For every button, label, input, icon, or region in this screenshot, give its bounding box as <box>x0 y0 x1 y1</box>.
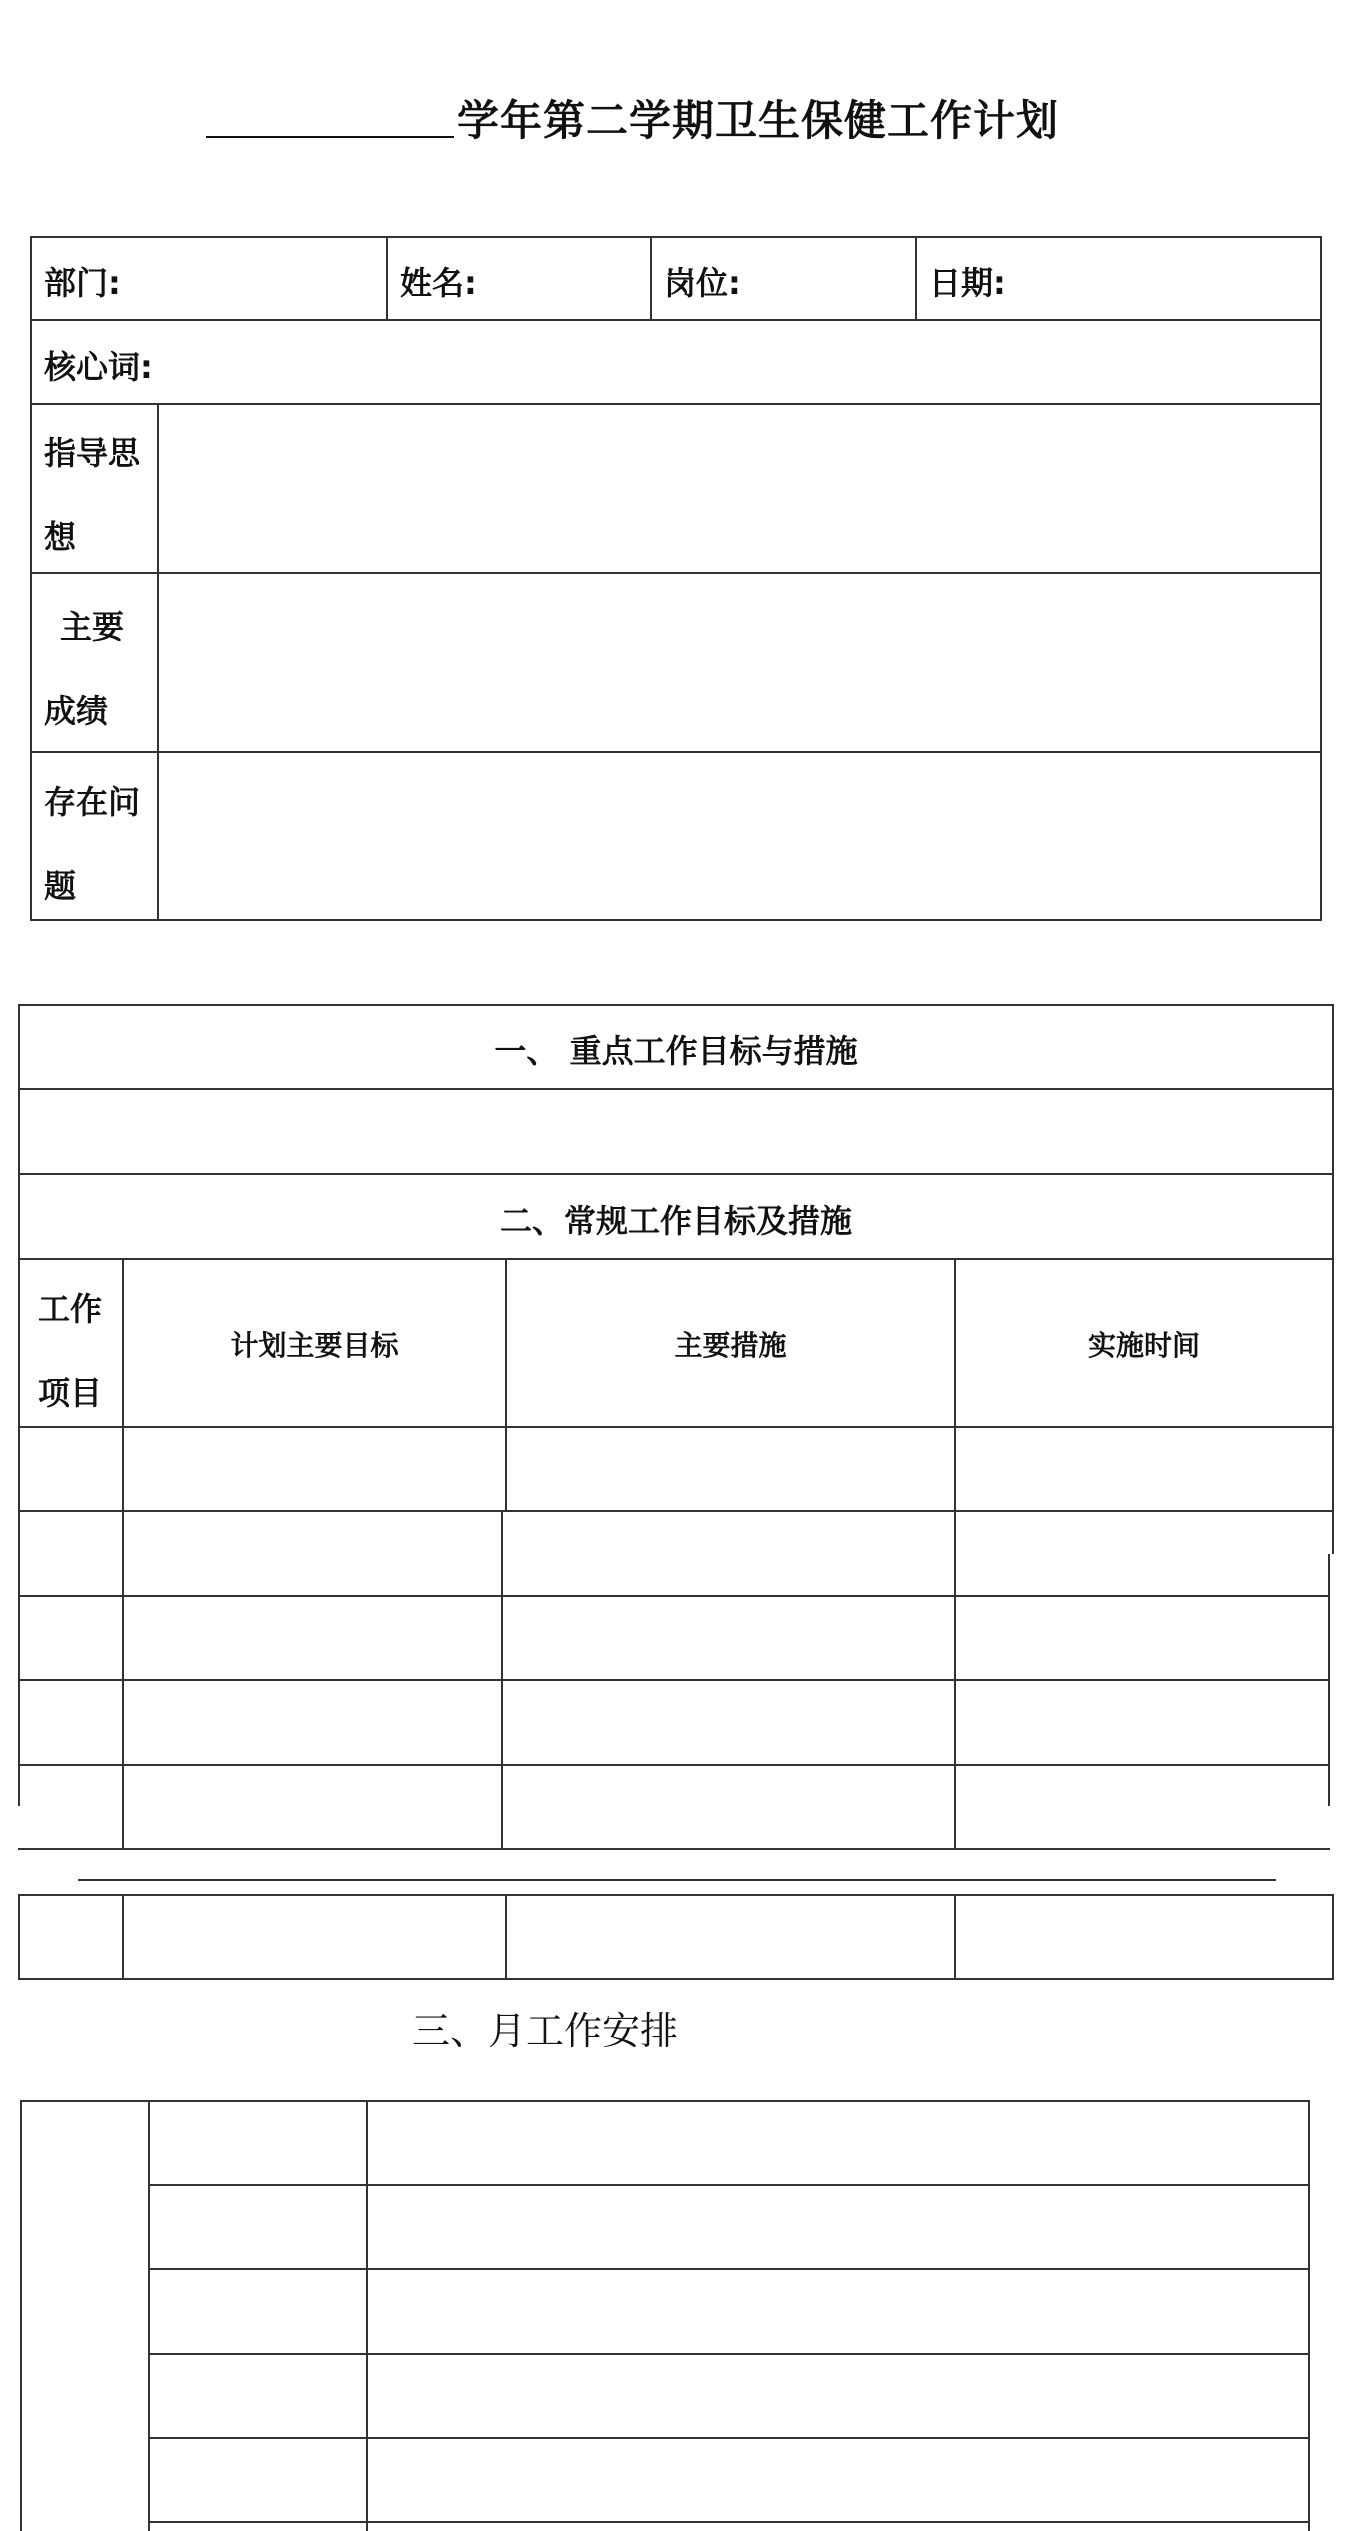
problems-label-line1: 存在问 <box>44 783 141 821</box>
keywords-label: 核心词: <box>44 348 153 386</box>
col-main-measures: 主要措施 <box>674 1329 787 1362</box>
monthly-table <box>0 2090 1348 2531</box>
col-work-item-line1: 工作 <box>38 1290 103 1328</box>
achievements-label-line1: 主要 <box>60 608 125 646</box>
extra-row-table <box>0 1890 1348 1990</box>
plan-table <box>0 960 1348 1980</box>
guiding-ideology-label-line1: 指导思 <box>44 434 141 472</box>
col-work-item-line2: 项目 <box>38 1374 103 1412</box>
name-label: 姓名: <box>400 264 477 302</box>
col-implementation-time: 实施时间 <box>1087 1329 1200 1362</box>
section2-heading: 二、常规工作目标及措施 <box>499 1202 852 1240</box>
achievements-label-line2: 成绩 <box>44 692 109 730</box>
position-label: 岗位: <box>664 264 741 302</box>
title-text: 学年第二学期卫生保健工作计划 <box>457 96 1060 145</box>
department-label: 部门: <box>44 264 121 302</box>
problems-label-line2: 题 <box>44 867 77 905</box>
info-table <box>0 0 1348 940</box>
section1-heading: 一、 重点工作目标与措施 <box>494 1032 858 1070</box>
guiding-ideology-label-line2: 想 <box>44 518 77 556</box>
col-plan-goal: 计划主要目标 <box>230 1329 399 1362</box>
monthly-heading: 三、月工作安排 <box>412 2009 679 2053</box>
date-label: 日期: <box>929 264 1006 302</box>
separator-rule <box>78 1879 1276 1881</box>
